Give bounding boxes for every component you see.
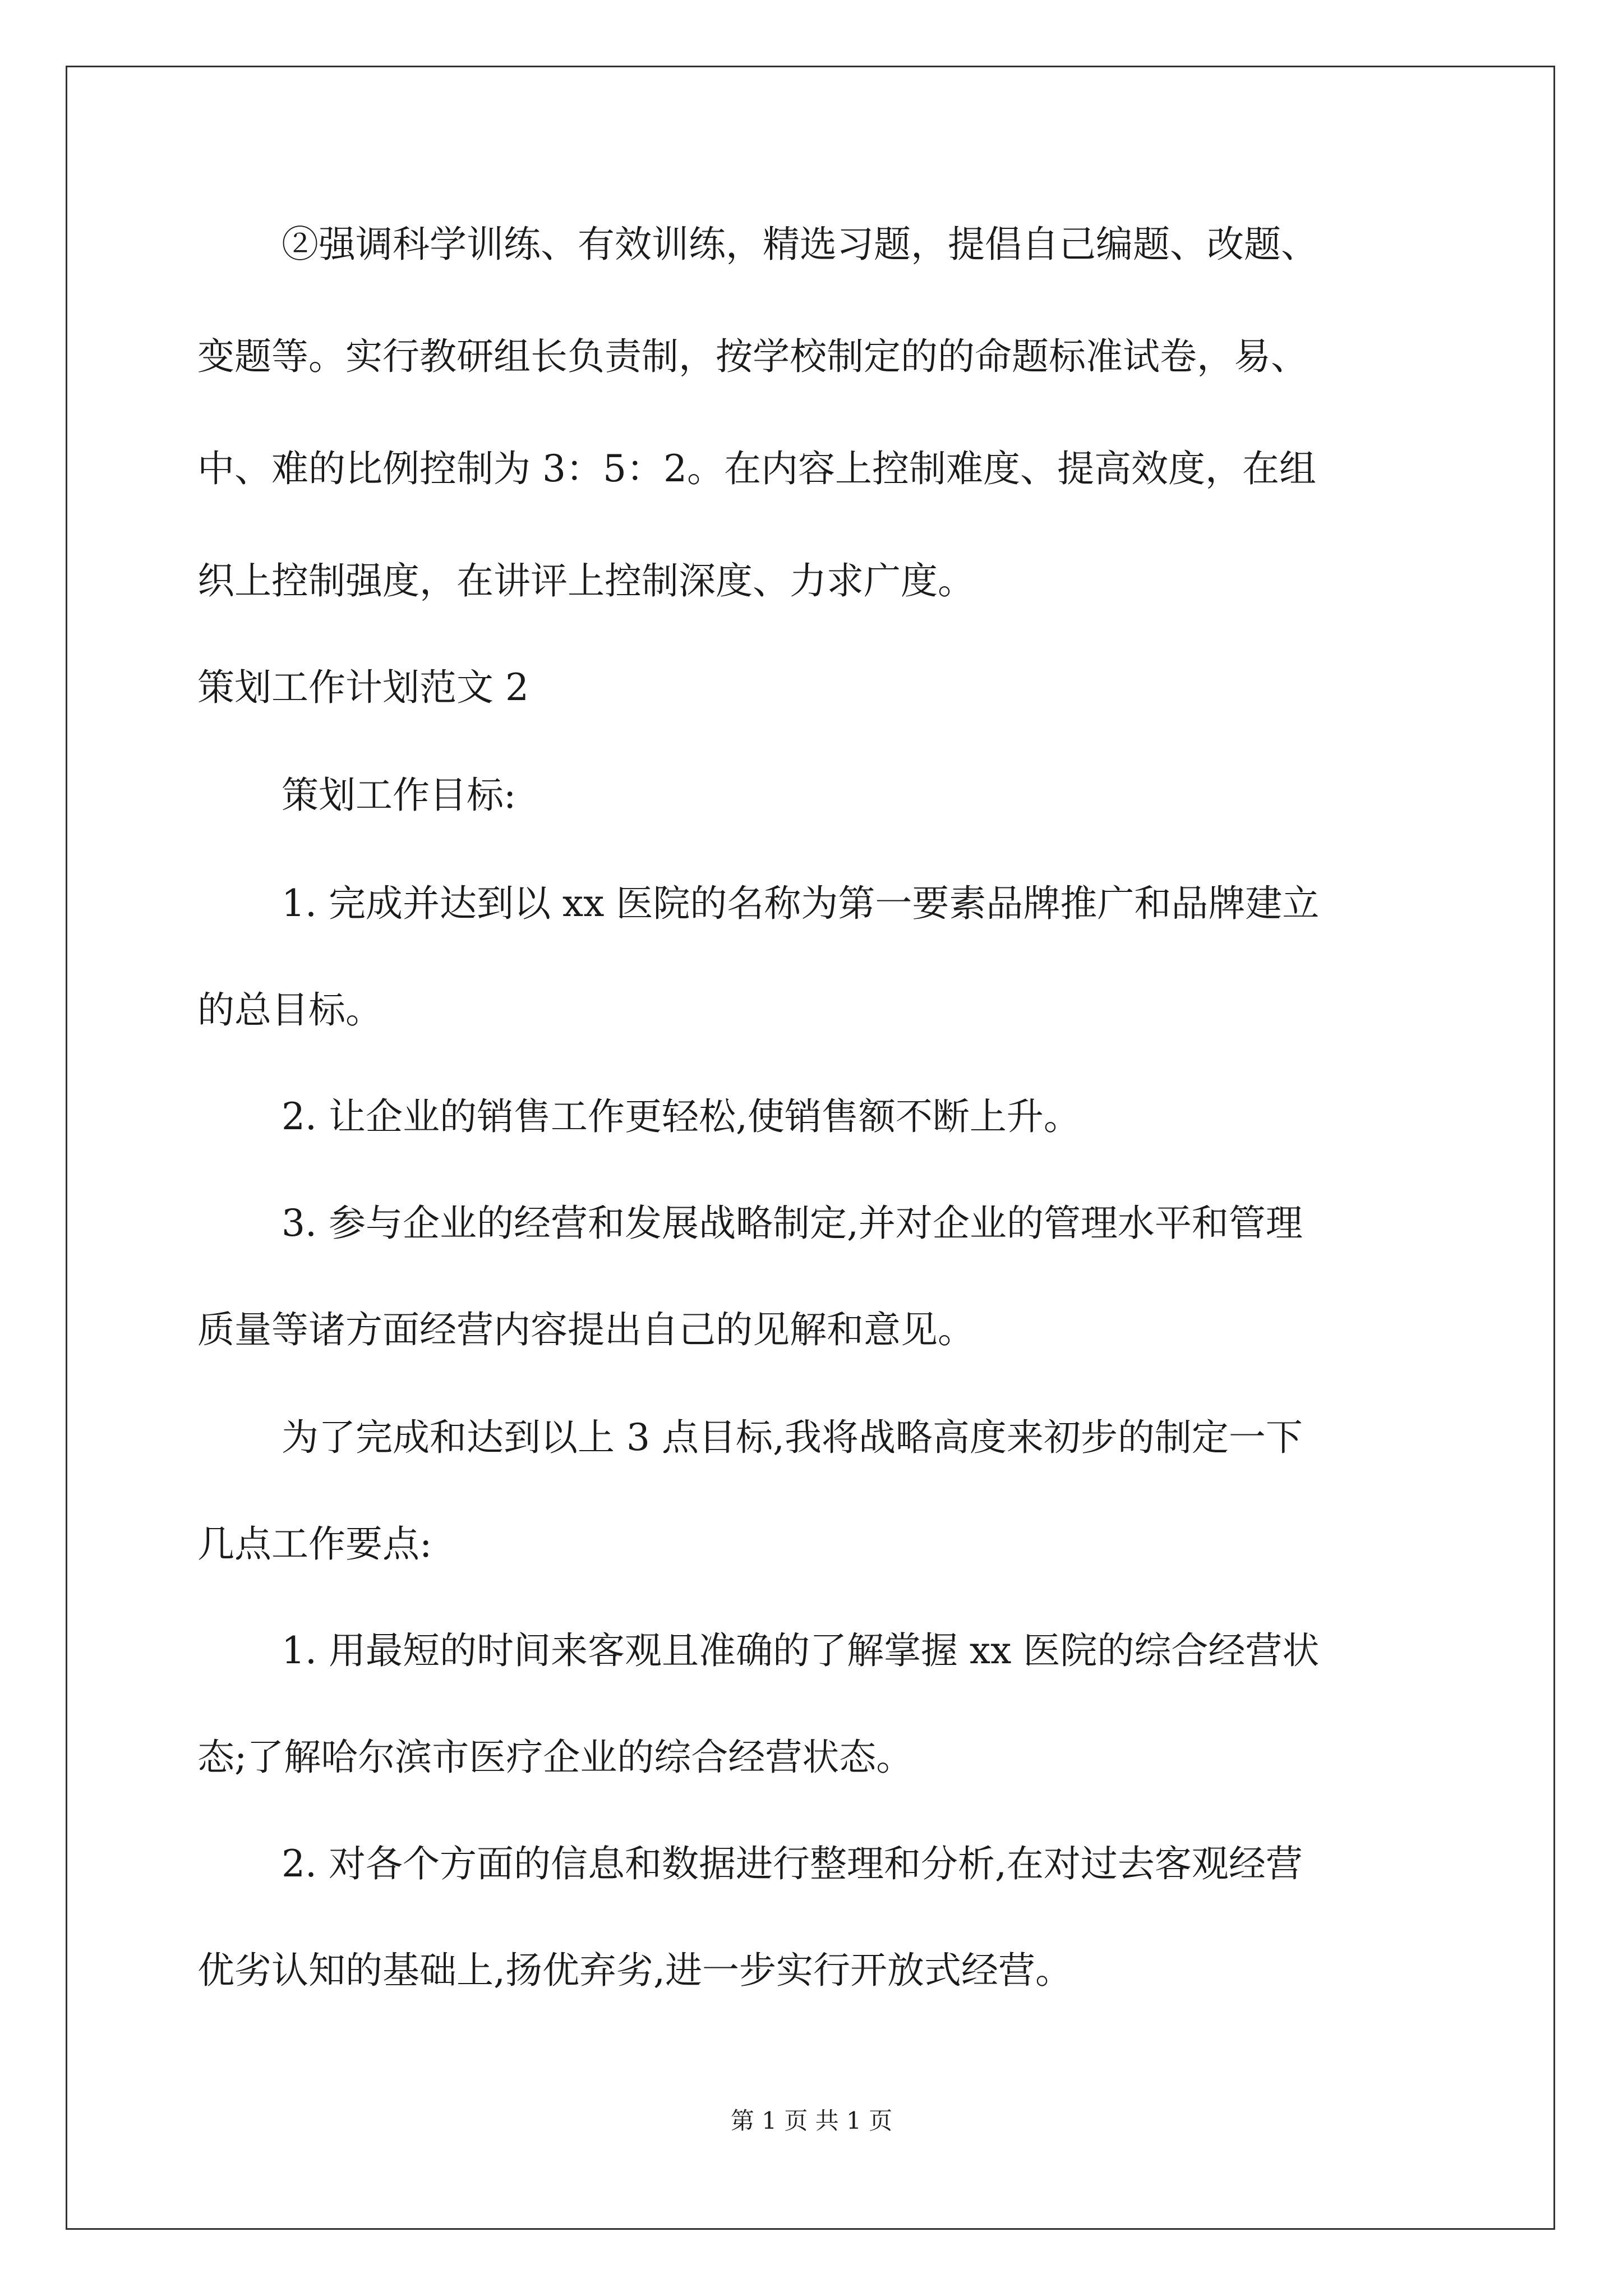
page-footer: 第 1 页 共 1 页: [730, 2107, 893, 2134]
text-line: 几点工作要点:: [197, 1522, 432, 1566]
page-frame: [66, 66, 1555, 2230]
text-line: ②强调科学训练、有效训练，精选习题，提倡自己编题、改题、: [282, 223, 1318, 266]
text-line: 2. 让企业的销售工作更轻松,使销售额不断上升。: [282, 1095, 1081, 1138]
text-line: 织上控制强度，在讲评上控制深度、力求广度。: [197, 559, 975, 602]
text-line: 的总目标。: [197, 988, 382, 1032]
text-line: 中、难的比例控制为 3：5：2。在内容上控制难度、提高效度，在组: [197, 447, 1316, 490]
text-line: 1. 用最短的时间来客观且准确的了解掌握 xx 医院的综合经营状: [282, 1629, 1320, 1672]
text-line: 策划工作目标:: [282, 774, 517, 817]
text-line: 优劣认知的基础上,扬优弃劣,进一步实行开放式经营。: [197, 1949, 1072, 1992]
text-line: 态;了解哈尔滨市医疗企业的综合经营状态。: [197, 1736, 914, 1779]
section-heading: 策划工作计划范文 2: [197, 666, 529, 709]
text-line: 变题等。实行教研组长负责制，按学校制定的的命题标准试卷，易、: [197, 335, 1308, 378]
text-line: 1. 完成并达到以 xx 医院的名称为第一要素品牌推广和品牌建立: [282, 882, 1320, 925]
text-line: 质量等诸方面经营内容提出自己的见解和意见。: [197, 1308, 975, 1351]
text-line: 2. 对各个方面的信息和数据进行整理和分析,在对过去客观经营: [282, 1842, 1303, 1885]
text-line: 为了完成和达到以上 3 点目标,我将战略高度来初步的制定一下: [282, 1416, 1303, 1459]
text-line: 3. 参与企业的经营和发展战略制定,并对企业的管理水平和管理: [282, 1202, 1303, 1245]
